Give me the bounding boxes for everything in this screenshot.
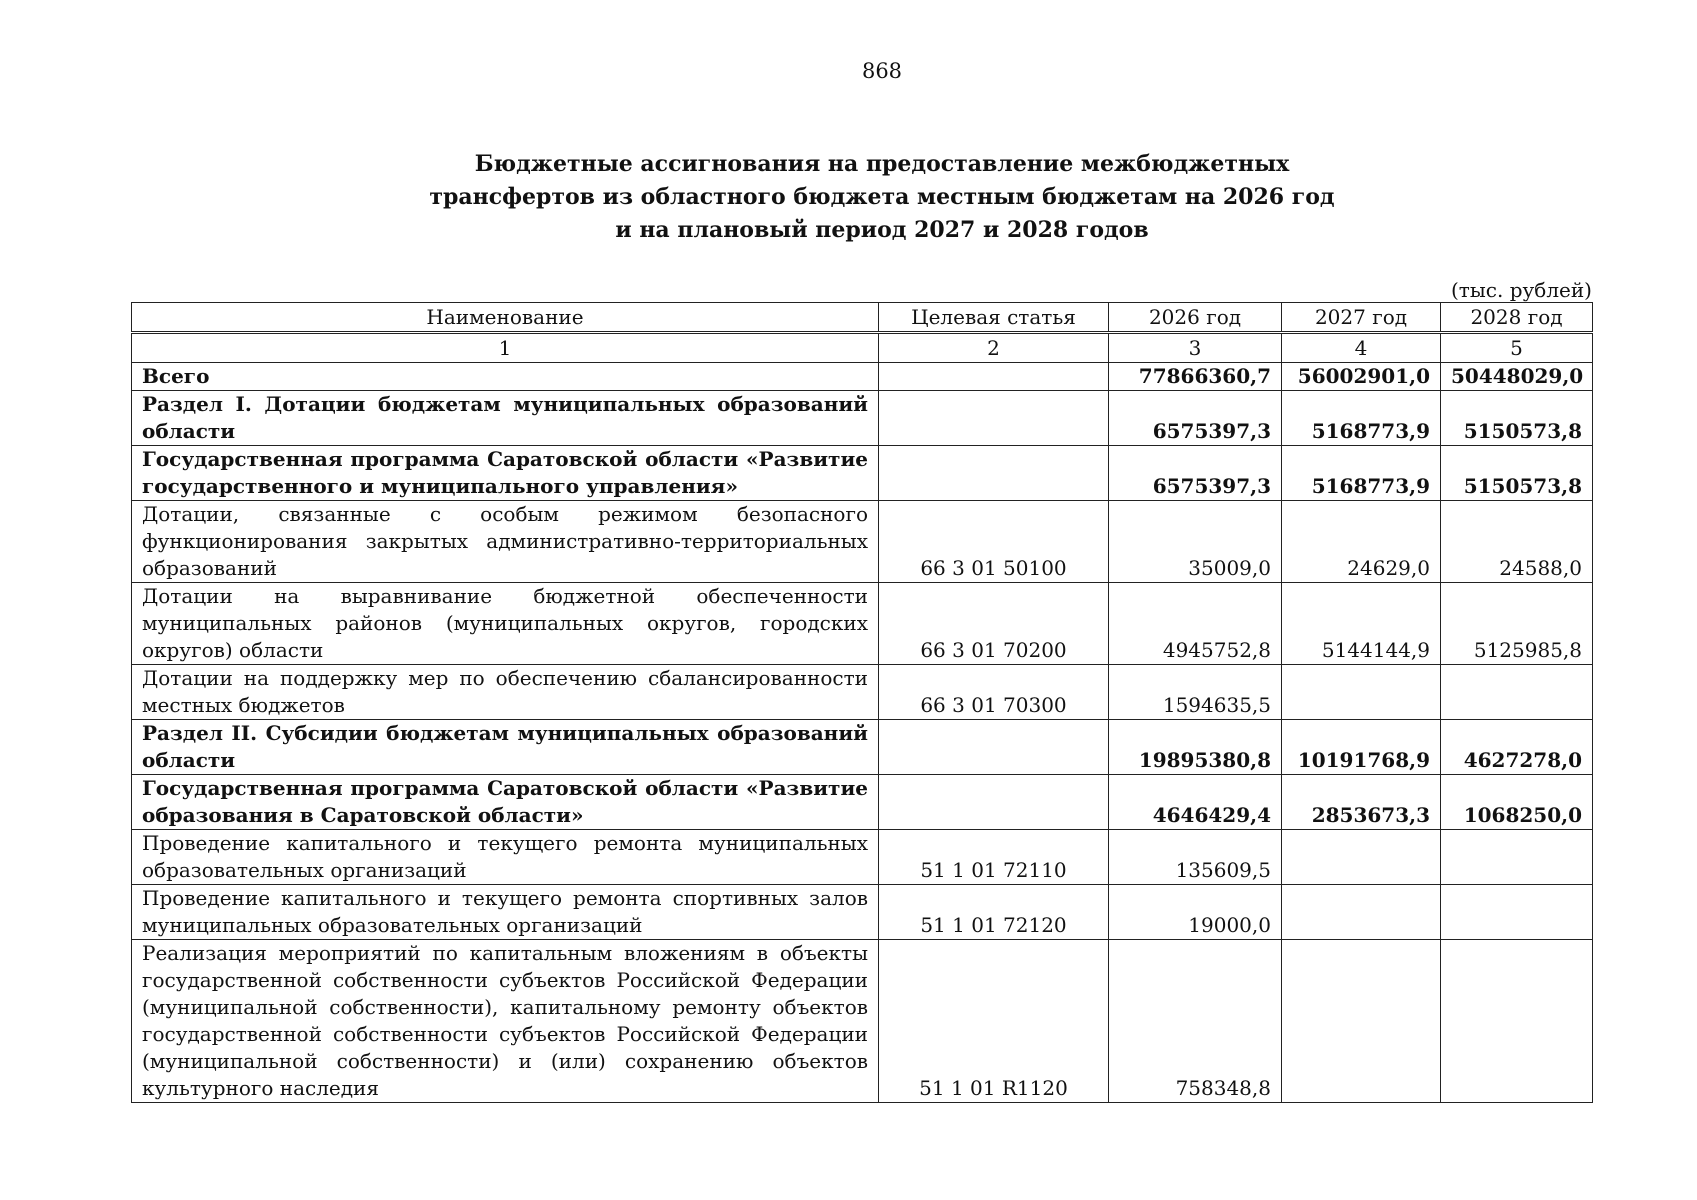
row-value-2026: 1594635,5 <box>1109 665 1282 720</box>
table-row-section <box>132 391 1593 446</box>
row-value-2026: 758348,8 <box>1109 940 1282 1103</box>
row-value-2027: 2853673,3 <box>1282 775 1441 830</box>
row-value-2028: 5150573,8 <box>1441 446 1593 501</box>
row-value-2028: 5125985,8 <box>1441 583 1593 665</box>
table-row-program <box>132 446 1593 501</box>
row-value-2027 <box>1282 665 1441 720</box>
row-value-2027 <box>1282 830 1441 885</box>
row-value-2027 <box>1282 940 1441 1103</box>
row-value-2026: 77866360,7 <box>1109 363 1282 391</box>
row-name: Дотации, связанные с особым режимом безопасного функционирования закрытых административно-территориальных образований <box>132 501 879 583</box>
row-value-2028 <box>1441 940 1593 1103</box>
row-name: Государственная программа Саратовской области «Развитие образования в Саратовской области» <box>132 775 879 830</box>
row-code <box>879 446 1109 501</box>
row-name: Дотации на поддержку мер по обеспечению сбалансированности местных бюджетов <box>132 665 879 720</box>
row-value-2026: 19000,0 <box>1109 885 1282 940</box>
row-code: 66 3 01 70200 <box>879 583 1109 665</box>
header-2026: 2026 год <box>1109 303 1282 333</box>
row-value-2027: 10191768,9 <box>1282 720 1441 775</box>
document-title <box>0 148 1697 247</box>
row-value-2028: 1068250,0 <box>1441 775 1593 830</box>
column-number: 2 <box>879 333 1109 363</box>
title-line-1: Бюджетные ассигнования на предоставление межбюджетных <box>474 151 1290 177</box>
table-row <box>132 885 1593 940</box>
budget-table <box>131 302 1593 1103</box>
row-value-2027: 5168773,9 <box>1282 391 1441 446</box>
row-value-2028 <box>1441 665 1593 720</box>
row-name: Раздел I. Дотации бюджетам муниципальных образований области <box>132 391 879 446</box>
row-value-2026: 6575397,3 <box>1109 391 1282 446</box>
row-name: Реализация мероприятий по капитальным вложениям в объекты государственной собственности субъектов Российской Федерации (муниципальной собственности), капитальному ремонту объектов государственной собственности субъектов Российской Федерации (муниципальной собственности) и (или) сохранению объектов культурного наследия <box>132 940 879 1103</box>
row-name: Всего <box>132 363 879 391</box>
header-2028: 2028 год <box>1441 303 1593 333</box>
row-code <box>879 775 1109 830</box>
row-value-2026: 6575397,3 <box>1109 446 1282 501</box>
header-name: Наименование <box>132 303 879 333</box>
row-value-2026: 4646429,4 <box>1109 775 1282 830</box>
header-row <box>132 303 1593 333</box>
table-row-program <box>132 775 1593 830</box>
row-code: 51 1 01 R1120 <box>879 940 1109 1103</box>
title-line-2: трансфертов из областного бюджета местным бюджетам на 2026 год <box>429 184 1335 210</box>
column-number-row <box>132 333 1593 363</box>
row-value-2028: 50448029,0 <box>1441 363 1593 391</box>
row-code: 51 1 01 72110 <box>879 830 1109 885</box>
row-value-2026: 4945752,8 <box>1109 583 1282 665</box>
row-value-2028 <box>1441 830 1593 885</box>
table-row-section <box>132 720 1593 775</box>
row-value-2027: 56002901,0 <box>1282 363 1441 391</box>
row-name: Государственная программа Саратовской области «Развитие государственного и муниципального управления» <box>132 446 879 501</box>
row-value-2028 <box>1441 885 1593 940</box>
title-line-3: и на плановый период 2027 и 2028 годов <box>615 217 1149 243</box>
row-name: Раздел II. Субсидии бюджетам муниципальных образований области <box>132 720 879 775</box>
row-name: Проведение капитального и текущего ремонта спортивных залов муниципальных образовательных организаций <box>132 885 879 940</box>
row-value-2027 <box>1282 885 1441 940</box>
row-code: 66 3 01 70300 <box>879 665 1109 720</box>
column-number: 3 <box>1109 333 1282 363</box>
column-number: 1 <box>132 333 879 363</box>
row-name: Дотации на выравнивание бюджетной обеспеченности муниципальных районов (муниципальных округов, городских округов) области <box>132 583 879 665</box>
row-value-2026: 135609,5 <box>1109 830 1282 885</box>
table-row <box>132 583 1593 665</box>
row-value-2026: 35009,0 <box>1109 501 1282 583</box>
table-row <box>132 940 1593 1103</box>
column-number: 4 <box>1282 333 1441 363</box>
header-code: Целевая статья <box>879 303 1109 333</box>
row-value-2027: 5144144,9 <box>1282 583 1441 665</box>
row-code <box>879 363 1109 391</box>
row-name: Проведение капитального и текущего ремонта муниципальных образовательных организаций <box>132 830 879 885</box>
table-row <box>132 665 1593 720</box>
row-value-2027: 5168773,9 <box>1282 446 1441 501</box>
page-number: 868 <box>861 59 903 83</box>
row-value-2027: 24629,0 <box>1282 501 1441 583</box>
row-code: 51 1 01 72120 <box>879 885 1109 940</box>
row-value-2026: 19895380,8 <box>1109 720 1282 775</box>
table-row <box>132 830 1593 885</box>
table-header <box>132 303 1593 333</box>
table-row <box>132 501 1593 583</box>
header-2027: 2027 год <box>1282 303 1441 333</box>
row-value-2028: 4627278,0 <box>1441 720 1593 775</box>
row-value-2028: 5150573,8 <box>1441 391 1593 446</box>
units-label: (тыс. рублей) <box>1451 278 1592 302</box>
row-code <box>879 391 1109 446</box>
table-row-total <box>132 363 1593 391</box>
row-value-2028: 24588,0 <box>1441 501 1593 583</box>
row-code <box>879 720 1109 775</box>
row-code: 66 3 01 50100 <box>879 501 1109 583</box>
column-number: 5 <box>1441 333 1593 363</box>
